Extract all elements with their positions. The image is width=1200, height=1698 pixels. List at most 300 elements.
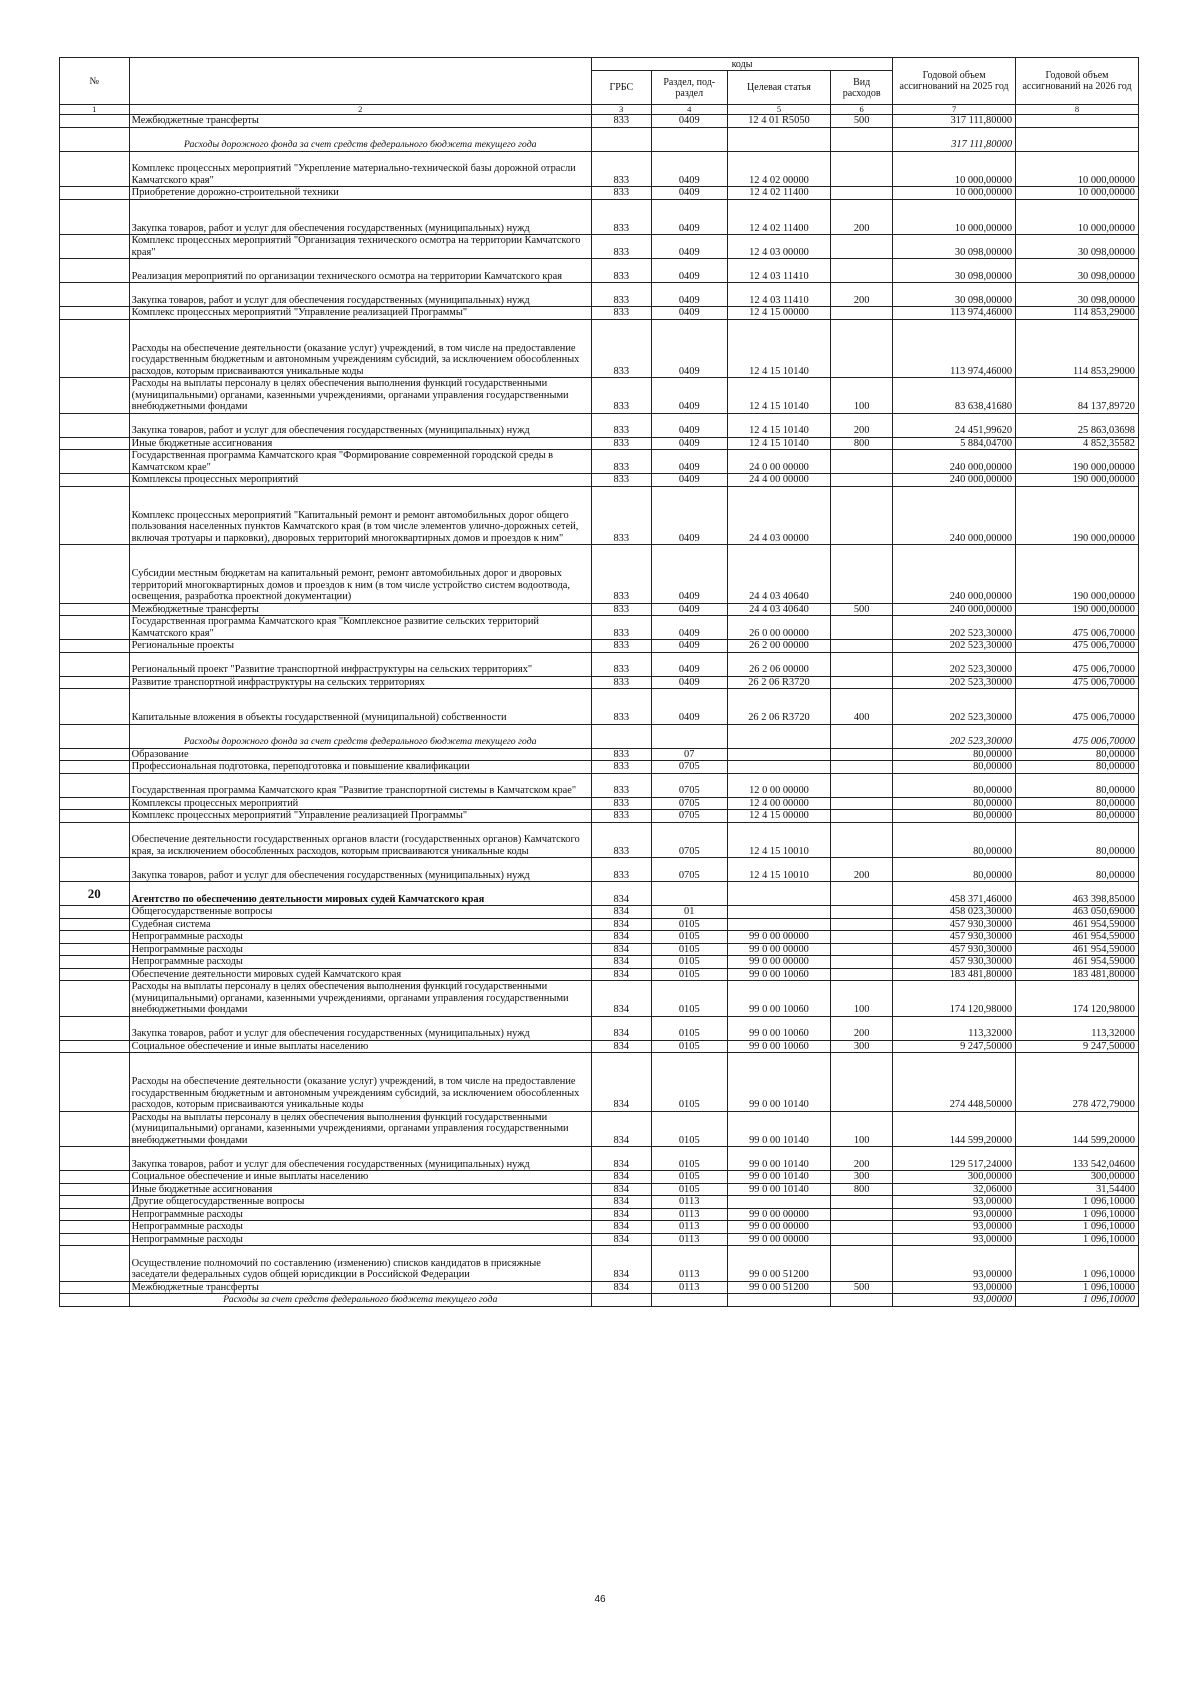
row-target: 12 4 15 10140 bbox=[727, 378, 830, 414]
row-section: 0113 bbox=[651, 1196, 727, 1209]
row-target bbox=[727, 882, 830, 906]
row-grbs: 833 bbox=[591, 283, 651, 307]
row-section: 01 bbox=[651, 906, 727, 919]
row-section: 0105 bbox=[651, 968, 727, 981]
row-kind bbox=[831, 640, 893, 653]
table-row bbox=[60, 1147, 1139, 1171]
row-kind bbox=[831, 797, 893, 810]
row-target: 99 0 00 10060 bbox=[727, 1040, 830, 1053]
row-target: 99 0 00 10140 bbox=[727, 1171, 830, 1184]
page-number: 46 bbox=[594, 1594, 606, 1605]
row-name: Реализация мероприятий по организации технического осмотра на территории Камчатского края bbox=[129, 259, 591, 283]
table-row bbox=[60, 259, 1139, 283]
row-section: 0113 bbox=[651, 1246, 727, 1282]
row-name: Капитальные вложения в объекты государственной (муниципальной) собственности bbox=[129, 689, 591, 725]
row-section: 0113 bbox=[651, 1221, 727, 1234]
row-2025: 24 451,99620 bbox=[893, 413, 1016, 437]
row-target bbox=[727, 918, 830, 931]
row-2026: 80,00000 bbox=[1016, 810, 1139, 823]
table-row bbox=[60, 748, 1139, 761]
row-target: 12 4 00 00000 bbox=[727, 797, 830, 810]
header-no: № bbox=[60, 58, 130, 105]
row-name: Региональные проекты bbox=[129, 640, 591, 653]
row-2026: 25 863,03698 bbox=[1016, 413, 1139, 437]
colnum: 7 bbox=[893, 105, 1016, 115]
row-2025: 202 523,30000 bbox=[893, 724, 1016, 748]
table-row bbox=[60, 151, 1139, 187]
row-2026: 113,32000 bbox=[1016, 1016, 1139, 1040]
row-section: 0409 bbox=[651, 235, 727, 259]
table-body bbox=[60, 115, 1139, 1307]
row-2026: 133 542,04600 bbox=[1016, 1147, 1139, 1171]
row-target: 99 0 00 10060 bbox=[727, 968, 830, 981]
row-section: 0105 bbox=[651, 1016, 727, 1040]
row-target: 99 0 00 10140 bbox=[727, 1053, 830, 1112]
colnum: 2 bbox=[129, 105, 591, 115]
row-2026: 463 050,69000 bbox=[1016, 906, 1139, 919]
row-section: 0409 bbox=[651, 545, 727, 604]
row-kind bbox=[831, 906, 893, 919]
row-target bbox=[727, 724, 830, 748]
row-number bbox=[60, 437, 130, 450]
colnum: 3 bbox=[591, 105, 651, 115]
row-kind bbox=[831, 1053, 893, 1112]
row-2025: 457 930,30000 bbox=[893, 943, 1016, 956]
colnum: 4 bbox=[651, 105, 727, 115]
budget-table bbox=[59, 57, 1139, 1307]
row-number bbox=[60, 1171, 130, 1184]
row-kind bbox=[831, 1208, 893, 1221]
row-grbs bbox=[591, 724, 651, 748]
row-section: 0409 bbox=[651, 199, 727, 235]
row-2025: 129 517,24000 bbox=[893, 1147, 1016, 1171]
row-number bbox=[60, 319, 130, 378]
row-grbs: 833 bbox=[591, 797, 651, 810]
row-target: 99 0 00 00000 bbox=[727, 931, 830, 944]
row-name: Иные бюджетные ассигнования bbox=[129, 1183, 591, 1196]
row-name: Судебная система bbox=[129, 918, 591, 931]
row-section: 0409 bbox=[651, 640, 727, 653]
row-2026: 80,00000 bbox=[1016, 773, 1139, 797]
row-section: 0409 bbox=[651, 259, 727, 283]
row-grbs: 833 bbox=[591, 689, 651, 725]
row-name: Образование bbox=[129, 748, 591, 761]
row-2026: 190 000,00000 bbox=[1016, 450, 1139, 474]
row-kind: 300 bbox=[831, 1040, 893, 1053]
row-kind bbox=[831, 1196, 893, 1209]
row-number bbox=[60, 689, 130, 725]
row-section: 0705 bbox=[651, 822, 727, 858]
table-row bbox=[60, 689, 1139, 725]
row-name: Общегосударственные вопросы bbox=[129, 906, 591, 919]
table-row bbox=[60, 797, 1139, 810]
row-target: 99 0 00 00000 bbox=[727, 956, 830, 969]
row-2025: 202 523,30000 bbox=[893, 616, 1016, 640]
table-row bbox=[60, 603, 1139, 616]
row-target: 26 2 06 R3720 bbox=[727, 676, 830, 689]
row-kind: 800 bbox=[831, 437, 893, 450]
row-section: 0105 bbox=[651, 1053, 727, 1112]
table-row bbox=[60, 1171, 1139, 1184]
row-2026: 80,00000 bbox=[1016, 797, 1139, 810]
row-kind: 400 bbox=[831, 689, 893, 725]
row-name: Непрограммные расходы bbox=[129, 931, 591, 944]
row-number bbox=[60, 235, 130, 259]
row-2026: 144 599,20000 bbox=[1016, 1111, 1139, 1147]
row-number bbox=[60, 652, 130, 676]
row-2026: 80,00000 bbox=[1016, 822, 1139, 858]
table-row bbox=[60, 882, 1139, 906]
header-target: Целевая статья bbox=[727, 71, 830, 105]
row-2025: 93,00000 bbox=[893, 1221, 1016, 1234]
row-section: 0409 bbox=[651, 676, 727, 689]
row-name: Другие общегосударственные вопросы bbox=[129, 1196, 591, 1209]
row-name: Государственная программа Камчатского края "Развитие транспортной системы в Камчатском крае" bbox=[129, 773, 591, 797]
row-kind bbox=[831, 545, 893, 604]
row-target bbox=[727, 1294, 830, 1307]
row-number bbox=[60, 773, 130, 797]
row-kind: 200 bbox=[831, 1016, 893, 1040]
row-2025: 240 000,00000 bbox=[893, 486, 1016, 545]
row-kind bbox=[831, 761, 893, 774]
row-target: 12 4 15 10010 bbox=[727, 858, 830, 882]
row-grbs: 833 bbox=[591, 603, 651, 616]
row-kind bbox=[831, 474, 893, 487]
row-grbs: 833 bbox=[591, 187, 651, 200]
row-grbs: 833 bbox=[591, 652, 651, 676]
row-grbs: 833 bbox=[591, 810, 651, 823]
row-kind: 200 bbox=[831, 199, 893, 235]
row-kind: 500 bbox=[831, 603, 893, 616]
row-name: Государственная программа Камчатского края "Формирование современной городской среды в Камчатском крае" bbox=[129, 450, 591, 474]
row-2025: 113 974,46000 bbox=[893, 319, 1016, 378]
row-2025: 457 930,30000 bbox=[893, 956, 1016, 969]
row-number bbox=[60, 748, 130, 761]
row-2026: 10 000,00000 bbox=[1016, 199, 1139, 235]
row-number bbox=[60, 1040, 130, 1053]
row-name: Расходы на выплаты персоналу в целях обеспечения выполнения функций государственными (муниципальными) органами, казенными учреждениями, органами управления государственными внебюджетными фондами bbox=[129, 981, 591, 1017]
row-target: 12 4 02 11400 bbox=[727, 187, 830, 200]
row-number bbox=[60, 1233, 130, 1246]
row-grbs: 834 bbox=[591, 1208, 651, 1221]
colnum: 1 bbox=[60, 105, 130, 115]
row-grbs: 834 bbox=[591, 1196, 651, 1209]
row-section: 0105 bbox=[651, 943, 727, 956]
row-kind: 500 bbox=[831, 1281, 893, 1294]
row-target bbox=[727, 127, 830, 151]
row-2026: 1 096,10000 bbox=[1016, 1294, 1139, 1307]
row-kind bbox=[831, 235, 893, 259]
row-number bbox=[60, 1281, 130, 1294]
row-grbs: 833 bbox=[591, 450, 651, 474]
row-2026: 31,54400 bbox=[1016, 1183, 1139, 1196]
row-2026: 1 096,10000 bbox=[1016, 1196, 1139, 1209]
table-row bbox=[60, 956, 1139, 969]
row-section: 0705 bbox=[651, 797, 727, 810]
row-name: Расходы на обеспечение деятельности (оказание услуг) учреждений, в том числе на предоставление государственным бюджетным и автономным учреждениям субсидий, за исключением обособленных расходов, которым присваиваются уникальные коды bbox=[129, 319, 591, 378]
row-2025: 457 930,30000 bbox=[893, 931, 1016, 944]
row-2025: 10 000,00000 bbox=[893, 199, 1016, 235]
header-name bbox=[129, 58, 591, 105]
table-row bbox=[60, 545, 1139, 604]
row-kind bbox=[831, 676, 893, 689]
row-grbs: 834 bbox=[591, 1246, 651, 1282]
row-kind bbox=[831, 1246, 893, 1282]
table-row bbox=[60, 319, 1139, 378]
row-kind bbox=[831, 1221, 893, 1234]
row-2025: 30 098,00000 bbox=[893, 259, 1016, 283]
row-kind bbox=[831, 968, 893, 981]
row-2026: 461 954,59000 bbox=[1016, 943, 1139, 956]
row-target bbox=[727, 748, 830, 761]
row-grbs: 833 bbox=[591, 319, 651, 378]
row-target: 99 0 00 10140 bbox=[727, 1183, 830, 1196]
row-target: 12 4 03 11410 bbox=[727, 283, 830, 307]
row-section: 0705 bbox=[651, 773, 727, 797]
row-section: 0409 bbox=[651, 616, 727, 640]
row-section: 0409 bbox=[651, 187, 727, 200]
row-2026: 475 006,70000 bbox=[1016, 689, 1139, 725]
row-name: Социальное обеспечение и иные выплаты населению bbox=[129, 1171, 591, 1184]
row-number bbox=[60, 413, 130, 437]
row-2026: 9 247,50000 bbox=[1016, 1040, 1139, 1053]
table-row bbox=[60, 931, 1139, 944]
row-name: Осуществление полномочий по составлению (изменению) списков кандидатов в присяжные заседатели федеральных судов общей юрисдикции в Российской Федерации bbox=[129, 1246, 591, 1282]
row-name: Закупка товаров, работ и услуг для обеспечения государственных (муниципальных) нужд bbox=[129, 1147, 591, 1171]
row-2026: 190 000,00000 bbox=[1016, 603, 1139, 616]
row-number bbox=[60, 378, 130, 414]
colnum: 6 bbox=[831, 105, 893, 115]
header-kind: Вид расходов bbox=[831, 71, 893, 105]
row-grbs: 833 bbox=[591, 858, 651, 882]
table-row bbox=[60, 187, 1139, 200]
row-section: 07 bbox=[651, 748, 727, 761]
row-number bbox=[60, 187, 130, 200]
row-target: 99 0 00 10060 bbox=[727, 1016, 830, 1040]
row-kind bbox=[831, 748, 893, 761]
row-number bbox=[60, 1221, 130, 1234]
table-row bbox=[60, 1294, 1139, 1307]
row-2025: 457 930,30000 bbox=[893, 918, 1016, 931]
row-2025: 183 481,80000 bbox=[893, 968, 1016, 981]
row-2026: 463 398,85000 bbox=[1016, 882, 1139, 906]
row-kind bbox=[831, 259, 893, 283]
row-number bbox=[60, 603, 130, 616]
table-header bbox=[60, 58, 1139, 115]
row-section bbox=[651, 724, 727, 748]
row-target: 12 4 02 11400 bbox=[727, 199, 830, 235]
row-grbs: 833 bbox=[591, 616, 651, 640]
row-2025: 10 000,00000 bbox=[893, 151, 1016, 187]
row-2026: 300,00000 bbox=[1016, 1171, 1139, 1184]
row-grbs: 833 bbox=[591, 413, 651, 437]
row-section: 0113 bbox=[651, 1281, 727, 1294]
row-grbs: 833 bbox=[591, 437, 651, 450]
row-number bbox=[60, 906, 130, 919]
row-2026: 30 098,00000 bbox=[1016, 259, 1139, 283]
table-row bbox=[60, 1233, 1139, 1246]
row-name: Закупка товаров, работ и услуг для обеспечения государственных (муниципальных) нужд bbox=[129, 283, 591, 307]
row-name: Расходы на обеспечение деятельности (оказание услуг) учреждений, в том числе на предоставление государственным бюджетным и автономным учреждениям субсидий, за исключением обособленных расходов, которым присваиваются уникальные коды bbox=[129, 1053, 591, 1112]
row-name: Непрограммные расходы bbox=[129, 1233, 591, 1246]
row-number bbox=[60, 676, 130, 689]
row-section: 0409 bbox=[651, 378, 727, 414]
row-target: 24 4 00 00000 bbox=[727, 474, 830, 487]
row-number bbox=[60, 858, 130, 882]
table-row bbox=[60, 858, 1139, 882]
row-number bbox=[60, 724, 130, 748]
row-kind bbox=[831, 127, 893, 151]
row-section bbox=[651, 127, 727, 151]
row-kind bbox=[831, 943, 893, 956]
row-2025: 317 111,80000 bbox=[893, 115, 1016, 128]
row-grbs: 833 bbox=[591, 378, 651, 414]
row-kind bbox=[831, 307, 893, 320]
row-grbs: 834 bbox=[591, 1171, 651, 1184]
row-section: 0105 bbox=[651, 931, 727, 944]
row-section: 0705 bbox=[651, 858, 727, 882]
row-name: Профессиональная подготовка, переподготовка и повышение квалификации bbox=[129, 761, 591, 774]
row-2025: 93,00000 bbox=[893, 1208, 1016, 1221]
row-name: Приобретение дорожно-строительной техники bbox=[129, 187, 591, 200]
row-name: Непрограммные расходы bbox=[129, 1208, 591, 1221]
colnum: 5 bbox=[727, 105, 830, 115]
row-grbs: 834 bbox=[591, 981, 651, 1017]
row-section: 0105 bbox=[651, 1040, 727, 1053]
row-grbs: 833 bbox=[591, 761, 651, 774]
row-2025: 80,00000 bbox=[893, 858, 1016, 882]
row-grbs: 834 bbox=[591, 931, 651, 944]
row-grbs: 833 bbox=[591, 640, 651, 653]
row-2025: 30 098,00000 bbox=[893, 283, 1016, 307]
row-grbs: 834 bbox=[591, 882, 651, 906]
row-section: 0409 bbox=[651, 486, 727, 545]
row-2026: 1 096,10000 bbox=[1016, 1246, 1139, 1282]
row-2026: 190 000,00000 bbox=[1016, 474, 1139, 487]
row-kind: 200 bbox=[831, 413, 893, 437]
row-number bbox=[60, 761, 130, 774]
row-section: 0105 bbox=[651, 956, 727, 969]
header-2025: Годовой объем ассигнований на 2025 год bbox=[893, 58, 1016, 105]
row-grbs: 833 bbox=[591, 773, 651, 797]
table-row bbox=[60, 199, 1139, 235]
row-kind bbox=[831, 724, 893, 748]
row-2026: 4 852,35582 bbox=[1016, 437, 1139, 450]
table-row bbox=[60, 652, 1139, 676]
row-kind bbox=[831, 1233, 893, 1246]
row-2026: 461 954,59000 bbox=[1016, 918, 1139, 931]
budget-sheet bbox=[59, 57, 1139, 1307]
row-kind bbox=[831, 616, 893, 640]
row-number bbox=[60, 545, 130, 604]
row-2026: 1 096,10000 bbox=[1016, 1221, 1139, 1234]
row-2025: 9 247,50000 bbox=[893, 1040, 1016, 1053]
row-name: Обеспечение деятельности государственных органов власти (государственных органов) Камчатского края, за исключением обособленных расходов, которым присваиваются уникальные коды bbox=[129, 822, 591, 858]
row-section: 0105 bbox=[651, 1111, 727, 1147]
row-kind bbox=[831, 822, 893, 858]
row-number bbox=[60, 115, 130, 128]
row-target: 12 4 03 11410 bbox=[727, 259, 830, 283]
row-2025: 300,00000 bbox=[893, 1171, 1016, 1184]
row-target: 99 0 00 10140 bbox=[727, 1147, 830, 1171]
table-row bbox=[60, 724, 1139, 748]
table-row bbox=[60, 235, 1139, 259]
table-row bbox=[60, 810, 1139, 823]
row-2025: 80,00000 bbox=[893, 748, 1016, 761]
row-name: Комплекс процессных мероприятий "Управление реализацией Программы" bbox=[129, 810, 591, 823]
row-grbs: 834 bbox=[591, 1233, 651, 1246]
row-2025: 80,00000 bbox=[893, 773, 1016, 797]
table-row bbox=[60, 1208, 1139, 1221]
row-target: 12 4 15 10010 bbox=[727, 822, 830, 858]
row-grbs: 834 bbox=[591, 1040, 651, 1053]
row-2025: 5 884,04700 bbox=[893, 437, 1016, 450]
row-name: Расходы за счет средств федерального бюджета текущего года bbox=[129, 1294, 591, 1307]
row-name: Комплекс процессных мероприятий "Капитальный ремонт и ремонт автомобильных дорог общего пользования населенных пунктов Камчатского края (в том числе элементов улично-дорожных сетей, включая тротуары и парковки), дворовых территорий многоквартирных домов и проездов к ним" bbox=[129, 486, 591, 545]
table-row bbox=[60, 1040, 1139, 1053]
row-section: 0105 bbox=[651, 918, 727, 931]
table-row bbox=[60, 1053, 1139, 1112]
table-row bbox=[60, 1183, 1139, 1196]
row-section: 0113 bbox=[651, 1208, 727, 1221]
row-2026: 114 853,29000 bbox=[1016, 319, 1139, 378]
row-target: 12 4 15 10140 bbox=[727, 437, 830, 450]
row-section: 0409 bbox=[651, 413, 727, 437]
row-name: Комплекс процессных мероприятий "Организация технического осмотра на территории Камчатского края" bbox=[129, 235, 591, 259]
row-2026: 475 006,70000 bbox=[1016, 676, 1139, 689]
row-target: 26 2 06 00000 bbox=[727, 652, 830, 676]
row-target: 99 0 00 10140 bbox=[727, 1111, 830, 1147]
row-kind bbox=[831, 931, 893, 944]
row-number bbox=[60, 956, 130, 969]
row-number bbox=[60, 450, 130, 474]
row-2025: 240 000,00000 bbox=[893, 603, 1016, 616]
table-row bbox=[60, 450, 1139, 474]
row-2026: 84 137,89720 bbox=[1016, 378, 1139, 414]
row-grbs: 834 bbox=[591, 968, 651, 981]
row-number bbox=[60, 968, 130, 981]
table-row bbox=[60, 761, 1139, 774]
table-row bbox=[60, 981, 1139, 1017]
table-row bbox=[60, 616, 1139, 640]
column-numbers-row bbox=[60, 105, 1139, 115]
row-target: 99 0 00 00000 bbox=[727, 1233, 830, 1246]
row-kind: 100 bbox=[831, 1111, 893, 1147]
row-kind: 100 bbox=[831, 378, 893, 414]
row-2025: 30 098,00000 bbox=[893, 235, 1016, 259]
row-grbs: 833 bbox=[591, 486, 651, 545]
row-section: 0105 bbox=[651, 1171, 727, 1184]
table-row bbox=[60, 413, 1139, 437]
row-kind bbox=[831, 918, 893, 931]
row-2025: 202 523,30000 bbox=[893, 676, 1016, 689]
row-2025: 144 599,20000 bbox=[893, 1111, 1016, 1147]
row-kind bbox=[831, 810, 893, 823]
row-kind bbox=[831, 652, 893, 676]
row-section: 0105 bbox=[651, 981, 727, 1017]
row-section: 0705 bbox=[651, 810, 727, 823]
row-name: Межбюджетные трансферты bbox=[129, 603, 591, 616]
row-number bbox=[60, 307, 130, 320]
row-name: Непрограммные расходы bbox=[129, 943, 591, 956]
row-2026: 30 098,00000 bbox=[1016, 283, 1139, 307]
row-target: 12 4 15 00000 bbox=[727, 810, 830, 823]
row-number bbox=[60, 1053, 130, 1112]
table-row bbox=[60, 640, 1139, 653]
row-section: 0409 bbox=[651, 115, 727, 128]
table-row bbox=[60, 474, 1139, 487]
row-2026: 475 006,70000 bbox=[1016, 640, 1139, 653]
